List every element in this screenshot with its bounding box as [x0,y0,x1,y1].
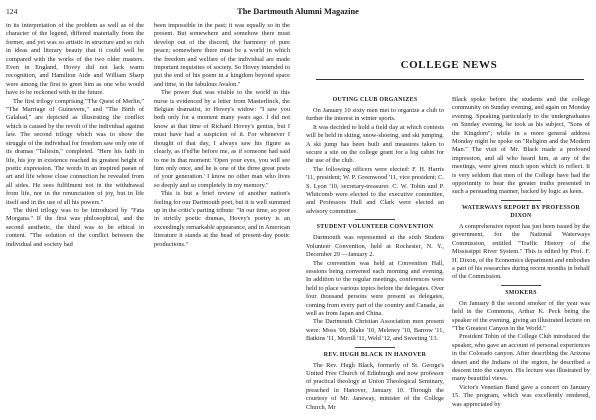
college-news-column-1 [306,96,444,412]
running-title: The Dartmouth Alumni Magazine [237,7,359,16]
news-heading: SMOKERS [505,289,537,296]
paragraph: been impossible in the past; it was equally so in the present. But somewhere and somehow there must develop out of the discord, the harmony of pure peace; somewhere there must be a world in which the freedom and welfare of the individual are made important requisites of society. So Hovey intended to put the end of his poem in a kingdom beyond space and time, in the fabulous Avalon." [154,22,290,88]
news-paragraph: On January 10 sixty men met to organize a club to further the interest in winter sports. [306,107,444,123]
paragraph: The third trilogy was to be introduced by "Fata Morgana." If the first was philosophical, and the second aesthetic, the third was to be ethical in content. "The solution of the conflict between the individual and society had [6,206,144,248]
news-heading: WATERWAYS REPORT BY PROFESSOR DIXON [461,204,581,219]
paragraph: in its interpretation of the problem as well as of the character of the legend, differed materially from the former, and yet was so artistic in structure and so rich in ideas and literary beauty that it could well be compared with the works of the two older masters. Even in England, Hovey did not lack warm recognition, and Hamilton Aide and William Sharp were among the first to greet him as one who would have to be reckoned with in the future. [6,22,144,97]
news-paragraph: President Tobin of the College Club introduced the speaker, who gave an account of personal experiences in the Colorado canyon. After describing the Arizona desert and the Indians of the region, he described a descent into the canyon. His lecture was illustrated by many beautiful views. [452,333,590,383]
news-paragraph: On January 8 the second smoker of the year was held in the Commons, Arthur K. Peck being the speaker of the evening, giving an illustrated lecture on "The Greatest Canyon in the World." [452,299,590,332]
news-paragraph: The convention was held at Convention Hall, sessions being convened each morning and evening. In addition to the regular meetings, conferences were held to place various topics before the delegates. Over four thousand persons were present as delegates, coming from every part of the country and Canada, as well as from Japan and China. [306,259,444,317]
paragraph: The first trilogy comprising "The Quest of Merlin," "The Marriage of Guinevere," and "The Birth of Galahad," are depicted as illustrating the conflict which is caused by the revolt of the individual against law. The second trilogy which was to show the struggle of the individual for freedom saw only one of its dramas "Taliesin," completed. "Here his faith in life, his joy in existence reached its greatest height of poetic expression. The words in an inspired paean of art and life whose close connection he revealed from all sides. He sees fulfilment not in the withdrawal from life, nor in the renunciation of joy, but in life itself and in the use of all his powers." [6,97,144,206]
news-divider [355,219,395,220]
news-paragraph: The Rev. Hugh Black, formerly of St. George's United Free Church of Edinburgh and now professor of practical theology at Union Theological Seminary, preached in Hanover, January 10. Through the courtesy of Mr. Janeway, minister of the College Church, Mr [306,361,444,411]
article-right-column [154,22,290,249]
news-paragraph: Dartmouth was represented at the sixth Student Volunteer Convention, held at Rochester, N. Y., December 29 —January 2. [306,234,444,259]
news-paragraph: Black spoke before the students and the college community on Sunday evening, and again on Monday evening. Speaking particularly to the undergraduates on Sunday evening, he took as his subject, "Sons of the Kingdom"; while in a more general address Monday night he spoke on "Religion and the Modern Man." The visit of Mr. Black made a profound impression, and all who heard him, at any of the meetings, were given much upon which to reflect. It is very seldom that men of the College have had the opportunity to hear the greater truths presented in such a persuading manner, backed by logic as keen. [452,96,590,196]
news-heading: REV. HUGH BLACK IN HANOVER [323,351,427,358]
news-paragraph: A comprehensive report has just been issued by the government, for the National Waterways Commission, entitled "Traffic History of the Mississippi River System." This is edited by Prof. F. H. Dixon, of the Economics department and embodies a part of his researches during recent months in behalf of the Commission. [452,222,590,281]
news-divider [501,285,541,286]
college-news-column-2 [452,96,590,409]
section-divider [316,79,584,80]
section-title: COLLEGE NEWS [400,59,498,71]
news-paragraph: Victor's Venetian Band gave a concert on January 15. The program, which was excellently rendered, was appreciated by [452,383,590,408]
news-paragraph: The following officers were elected: F. H. Harris '11, president; W. P. Greenwood '11, vice president; C. S. Lyon '10, secretary-treasurer. C. W. Tobin and P. Whitcomb were elected to the executive committee, and Professors Hull and Clark were elected an advisory committee. [306,165,444,215]
news-heading: STUDENT VOLUNTEER CONVENTION [316,224,434,231]
news-paragraph: It was decided to hold a field day at which contests will be held in skiing, snow-shoeing, and ski jumping. A ski jump has been built and measures taken to secure a site on the college grant for a log cabin for the use of the club. [306,123,444,165]
news-divider [501,200,541,201]
paragraph: This is but a brief review of another nation's feeling for our Dartmouth poet, but it is well summed up in the critic's parting tribute: "In our time, so poor in strictly poetic dramas, Hovey's poetry is an exceedingly remarkable appearance, and in American literature it stands at the head of present-day poetic productions." [154,190,291,248]
news-heading: OUTING CLUB ORGANIZES [332,97,418,103]
page-header [0,6,596,18]
article-left-column [6,22,144,249]
news-paragraph: The Dartmouth Christian Association men present were: Moss '09, Blake '10, Meleney '10, Barrow '11, Batkins '11, Morrill '11, Weld '12, and Sweeting '13. [306,318,444,343]
paragraph: The power that was visible to the world in this nurse is evidenced by a letter from Maeterlinck, the Belgian dramatist, to Hovey's widow: "I saw you both only for a moment many years ago. I did not know at that time of Richard Hovey's genius, but I must have had a suspicion of it. For whenever I thought of that day, I always saw his figure as clearly, as if'ed'he before me, as if someone had said to me in that moment: 'Open your eyes, you will see him only once, and he is one of the three great poets of your generation.' I know no other man who lives so deeply and so completely in my memory." [154,89,290,189]
news-divider [355,347,395,348]
page-number: 124 [6,7,18,16]
